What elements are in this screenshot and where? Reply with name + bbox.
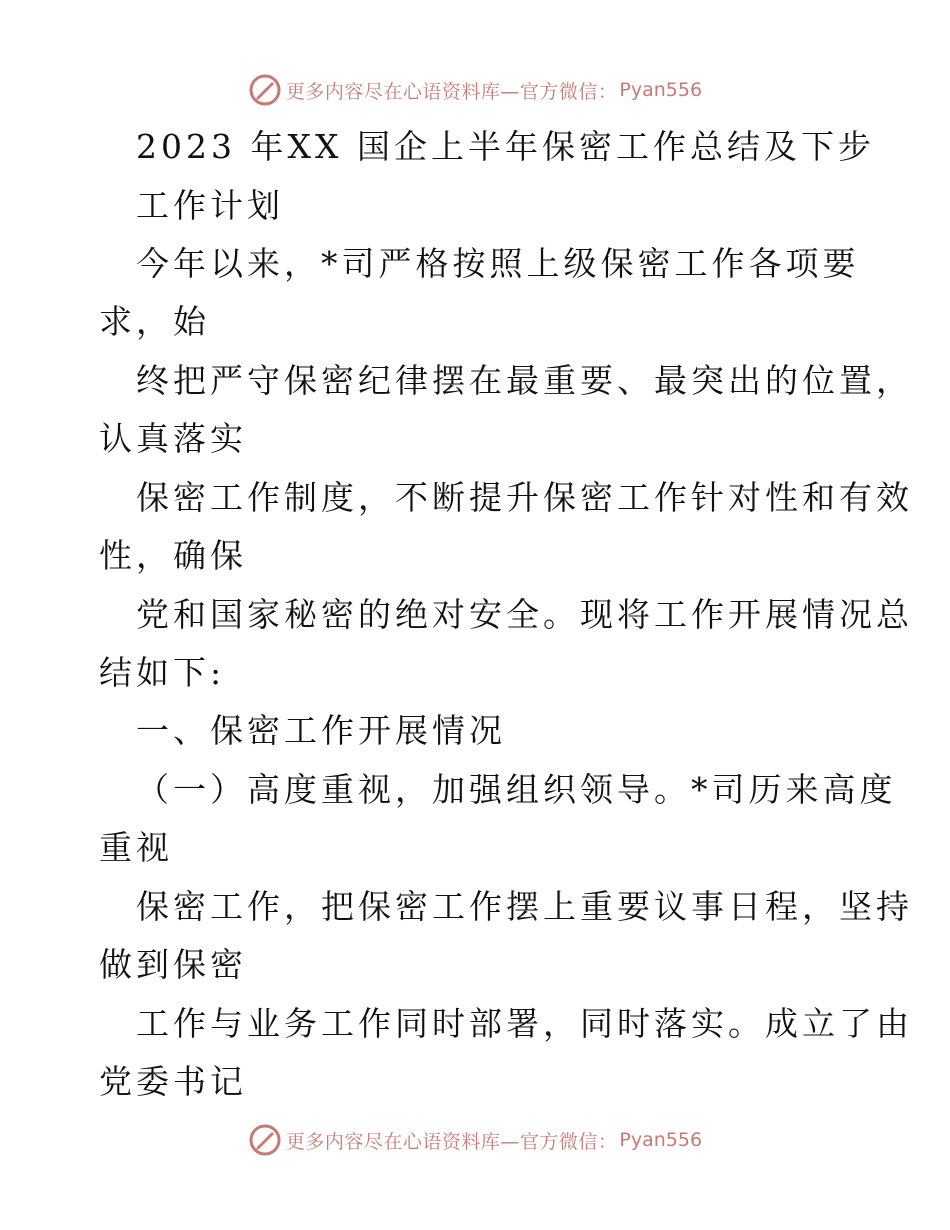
paragraph-line: 终把严守保密纪律摆在最重要、最突出的位置， <box>136 361 913 400</box>
paragraph-line: 性，确保 <box>99 536 247 575</box>
paragraph-line: 今年以来，*司严格按照上级保密工作各项要 <box>136 244 860 283</box>
watermark-header <box>0 70 950 110</box>
paragraph-line: 重视 <box>99 828 173 867</box>
watermark-text: 更多内容尽在心语资料库—官方微信： <box>285 1130 618 1153</box>
watermark-handle: Pyan556 <box>619 1129 703 1151</box>
paragraph-line: 求，始 <box>99 302 210 341</box>
watermark-handle: Pyan556 <box>619 79 703 101</box>
subsection-heading-line: （一）高度重视，加强组织领导。*司历来高度 <box>136 770 897 809</box>
paragraph-line: 党委书记 <box>99 1062 247 1101</box>
document-title-line-1: 2023 年XX 国企上半年保密工作总结及下步 <box>136 127 875 166</box>
paragraph-line: 工作与业务工作同时部署，同时落实。成立了由 <box>136 1004 913 1043</box>
document-title-line-2: 工作计划 <box>136 186 284 225</box>
paragraph-line: 认真落实 <box>99 419 247 458</box>
paragraph-line: 结如下: <box>99 653 226 692</box>
watermark-text: 更多内容尽在心语资料库—官方微信： <box>285 80 618 103</box>
section-heading: 一、保密工作开展情况 <box>136 711 506 750</box>
paragraph-line: 保密工作制度，不断提升保密工作针对性和有效 <box>136 478 913 517</box>
quill-logo-icon <box>248 1123 282 1157</box>
quill-logo-icon <box>248 73 282 107</box>
paragraph-line: 保密工作，把保密工作摆上重要议事日程，坚持 <box>136 887 913 926</box>
watermark-footer <box>0 1120 950 1160</box>
paragraph-line: 党和国家秘密的绝对安全。现将工作开展情况总 <box>136 595 913 634</box>
paragraph-line: 做到保密 <box>99 945 247 984</box>
